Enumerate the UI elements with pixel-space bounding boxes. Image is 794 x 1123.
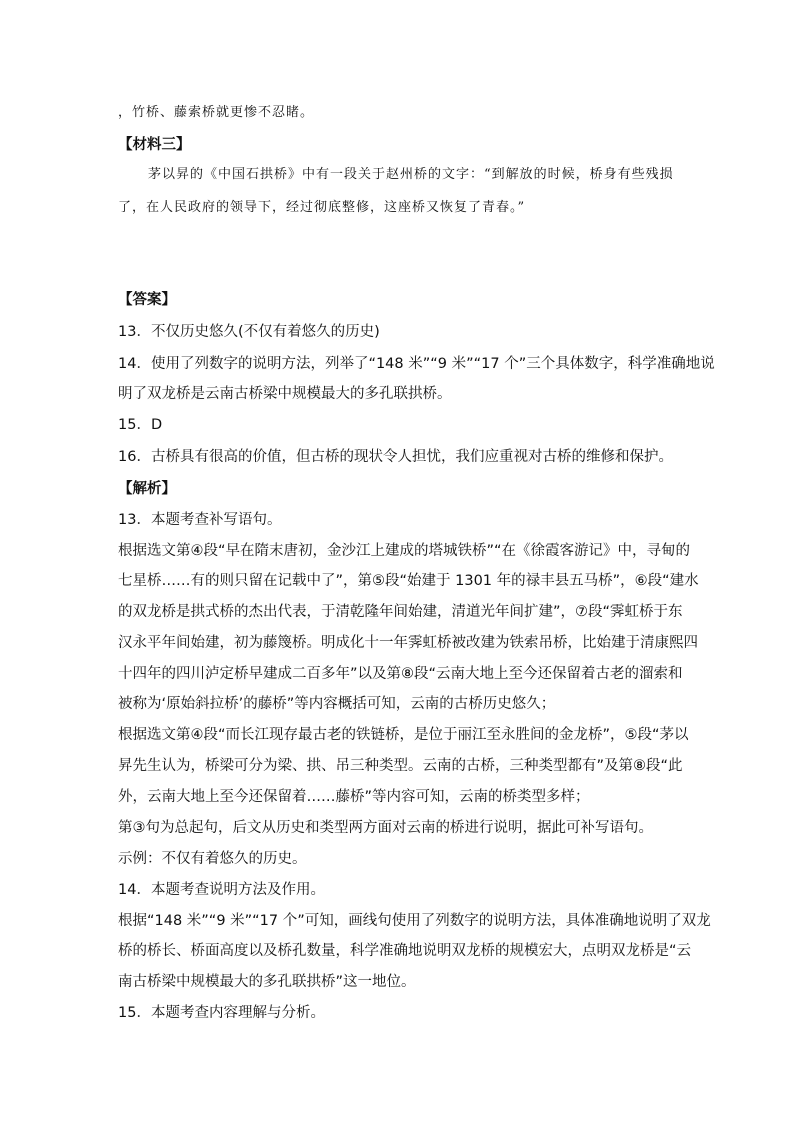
- analysis-line: 的双龙桥是拱式桥的杰出代表，于清乾隆年间始建，清道光年间扩建”，⑦段“霁虹桥于东: [118, 604, 683, 620]
- analysis-line: 被称为‘原始斜拉桥’的藤桥”等内容概括可知，云南的古桥历史悠久；: [118, 696, 556, 712]
- analysis-line: 外，云南大地上至今还保留着……藤桥”等内容可知，云南的桥类型多样；: [118, 789, 590, 805]
- analysis-line: 七星桥……有的则只留在记载中了”，第⑤段“始建于 1301 年的禄丰县五马桥”，⑥段“建水: [118, 573, 699, 589]
- analysis-heading: 【解析】: [118, 481, 176, 497]
- analysis-line: 昇先生认为，桥梁可分为梁、拱、吊三种类型。云南的古桥，三种类型都有”及第⑧段“此: [118, 758, 683, 774]
- analysis-line: 根据选文第④段“早在隋末唐初，金沙江上建成的塔城铁桥”“在《徐霞客游记》中，寻甸的: [118, 543, 691, 559]
- answer-14-line-2: 明了双龙桥是云南古桥梁中规模最大的多孔联拱桥。: [118, 386, 452, 402]
- answer-14-line-1: 14．使用了列数字的说明方法，列举了“148 米”“9 米”“17 个”三个具体数字，科学准确地说: [118, 356, 715, 372]
- material3-line-2: 了，在人民政府的领导下，经过彻底整修，这座桥又恢复了青春。”: [118, 200, 526, 215]
- answer-16: 16．古桥具有很高的价值，但古桥的现状令人担忧，我们应重视对古桥的维修和保护。: [118, 449, 673, 465]
- analysis-line: 根据“148 米”“9 米”“17 个”可知，画线句使用了列数字的说明方法，具体准确地说明了双龙: [118, 913, 711, 929]
- analysis-line: 十四年的四川泸定桥早建成二百多年”以及第⑧段“云南大地上至今还保留着古老的溜索和: [118, 666, 683, 682]
- analysis-line: 第③句为总起句，后文从历史和类型两方面对云南的桥进行说明，据此可补写语句。: [118, 820, 653, 836]
- answer-13: 13．不仅历史悠久(不仅有着悠久的历史): [118, 324, 380, 340]
- answer-15: 15．D: [118, 417, 163, 433]
- material3-line-1: 茅以昇的《中国石拱桥》中有一段关于赵州桥的文字：“到解放的时候，桥身有些残损: [148, 167, 674, 182]
- analysis-line: 汉永平年间始建，初为藤篾桥。明成化十一年霁虹桥被改建为铁索吊桥，比始建于清康熙四: [118, 635, 698, 651]
- analysis-line: 15．本题考查内容理解与分析。: [118, 1005, 325, 1021]
- material-tail-text: ，竹桥、藤索桥就更惨不忍睹。: [118, 105, 315, 120]
- material3-heading: 【材料三】: [118, 137, 191, 153]
- analysis-line: 示例：不仅有着悠久的历史。: [118, 851, 307, 867]
- answer-heading: 【答案】: [118, 292, 176, 308]
- analysis-line: 桥的桥长、桥面高度以及桥孔数量，科学准确地说明双龙桥的规模宏大，点明双龙桥是“云: [118, 943, 692, 959]
- analysis-line: 根据选文第④段“而长江现存最古老的铁链桥，是位于丽江至永胜间的金龙桥”，⑤段“茅以: [118, 727, 689, 743]
- analysis-line: 14．本题考查说明方法及作用。: [118, 882, 325, 898]
- analysis-line: 13．本题考查补写语句。: [118, 512, 282, 528]
- analysis-line: 南古桥梁中规模最大的多孔联拱桥”这一地位。: [118, 974, 416, 990]
